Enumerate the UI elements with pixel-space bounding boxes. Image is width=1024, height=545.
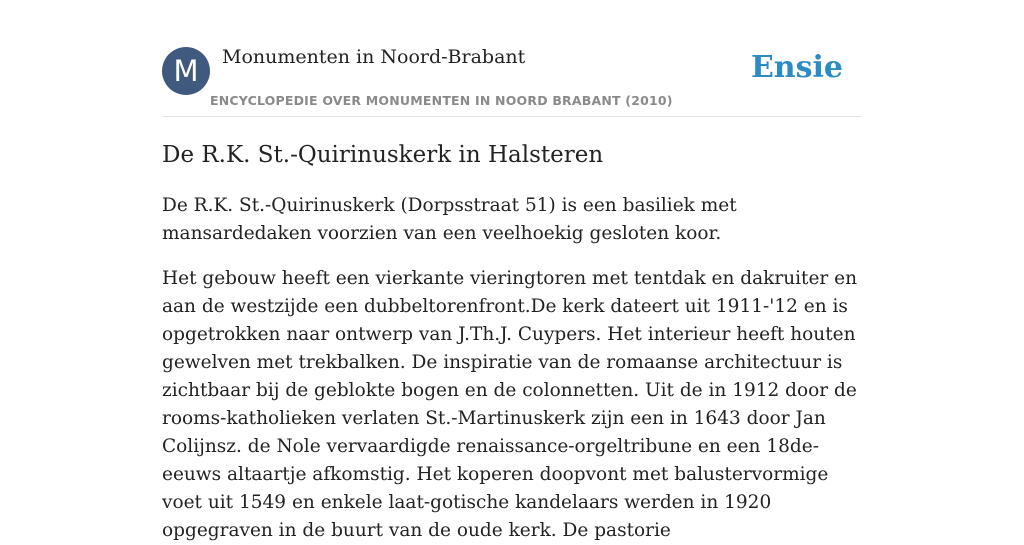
article-title: De R.K. St.-Quirinuskerk in Halsteren [162,142,604,168]
article-paragraph: Het gebouw heeft een vierkante vieringtoren met tentdak en dakruiter en aan de westzijde een dubbeltorenfront.De kerk dateert uit 1911-'12 en is opgetrokken naar ontwerp van J.Th.J. Cuypers. Het interieur heeft houten gewelven met trekbalken. De inspiratie van de romaanse architectuur is zichtbaar bij de geblokte bogen en de colonnetten. Uit de in 1912 door de rooms-katholieken verlaten St.-Martinuskerk zijn een in 1643 door Jan Colijnsz. de Nole vervaardigde renaissance-orgeltribune en een 18de-eeuws altaartje afkomstig. Het koperen doopvont met balustervormige voet uit 1549 en enkele laat-gotische kandelaars werden in 1920 opgegraven in de buurt van de oude kerk. De pastorie [162,268,858,541]
ensie-logo-link[interactable]: Ensie [750,50,843,85]
avatar[interactable]: M [162,47,210,95]
source-title[interactable]: Monumenten in Noord-Brabant [222,46,526,68]
article-paragraph: De R.K. St.-Quirinuskerk (Dorpsstraat 51) is een basiliek met mansardedaken voorzien van een veelhoekig gesloten koor. [162,195,737,244]
article [162,138,867,545]
source-subtitle: ENCYCLOPEDIE OVER MONUMENTEN IN NOORD BRABANT (2010) [210,93,673,108]
header [162,46,862,117]
